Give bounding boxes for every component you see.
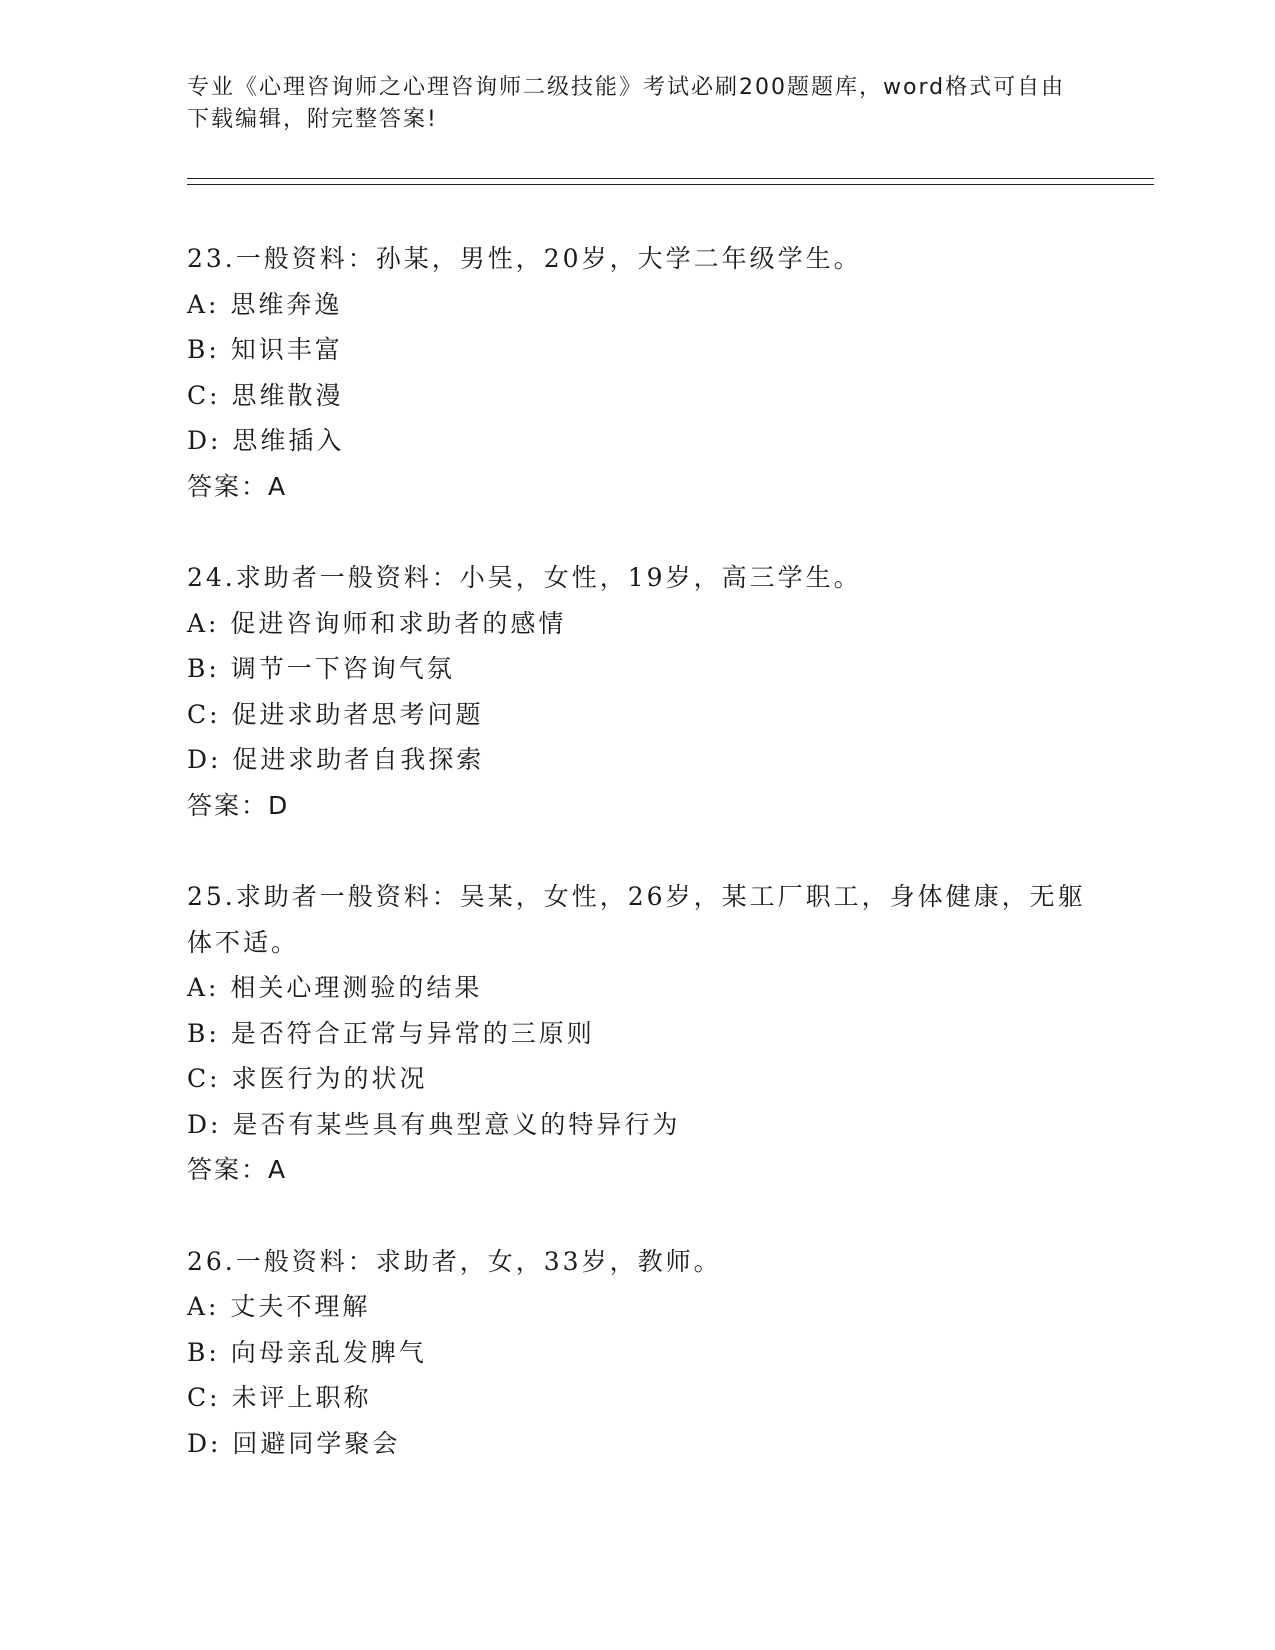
question-item [187,555,1087,828]
option-b: B: 是否符合正常与异常的三原则 [187,1018,595,1048]
question-item [187,236,1087,509]
answer-line: 答案：D [187,790,290,820]
answer-line: 答案：A [187,1155,288,1184]
option-d: D: 促进求助者自我探索 [187,745,485,774]
option-c: C: 促进求助者思考问题 [187,699,484,729]
question-item [187,1239,1087,1467]
header-divider-bottom [187,184,1154,185]
question-stem: 25.求助者一般资料：吴某，女性，26岁，某工厂职工，身体健康，无躯体不适。 [187,882,1086,957]
document-header: 专业《心理咨询师之心理咨询师二级技能》考试必刷200题题库，word格式可自由下载编辑，附完整答案! [187,75,1066,132]
question-item [187,874,1087,1193]
option-b: B: 知识丰富 [187,335,343,364]
option-c: C: 求医行为的状况 [187,1064,428,1093]
option-c: C: 未评上职称 [187,1383,372,1412]
option-b: B: 调节一下咨询气氛 [187,654,455,683]
option-c: C: 思维散漫 [187,380,344,410]
option-a: A: 丈夫不理解 [187,1292,371,1321]
option-d: D: 思维插入 [187,426,345,455]
question-stem: 24.求助者一般资料：小吴，女性，19岁，高三学生。 [187,563,862,592]
header-divider-top [187,178,1154,179]
option-b: B: 向母亲乱发脾气 [187,1337,427,1367]
option-d: D: 是否有某些具有典型意义的特异行为 [187,1109,681,1139]
option-a: A: 思维奔逸 [187,289,343,319]
option-a: A: 促进咨询师和求助者的感情 [187,608,567,638]
answer-line: 答案：A [187,471,288,501]
option-a: A: 相关心理测验的结果 [187,973,483,1002]
option-d: D: 回避同学聚会 [187,1428,401,1458]
question-stem: 23.一般资料：孙某，男性，20岁，大学二年级学生。 [187,244,862,273]
question-stem: 26.一般资料：求助者，女，33岁，教师。 [187,1246,722,1276]
question-list [187,236,1087,1512]
